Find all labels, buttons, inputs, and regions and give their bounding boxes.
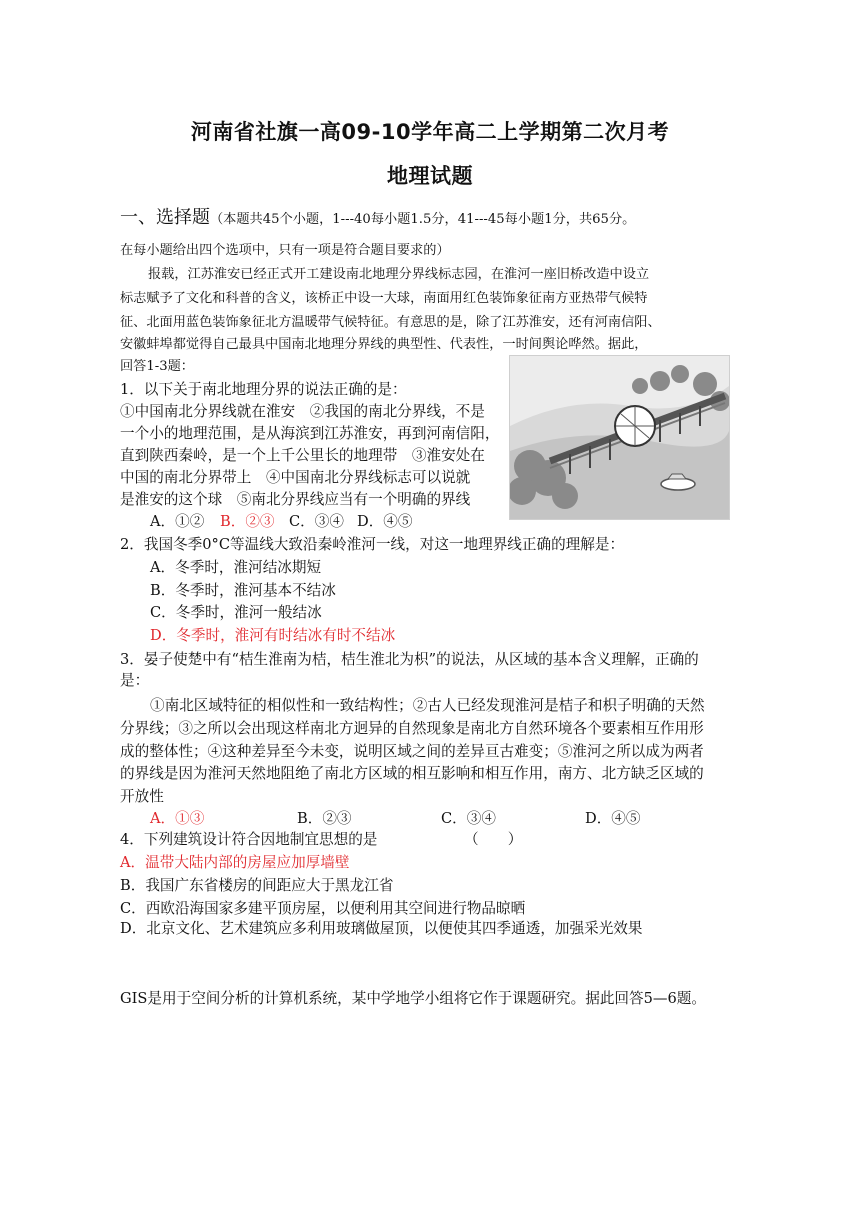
question-3-body: 成的整体性；④这种差异至今未变，说明区域之间的差异亘古难变；⑤淮河之所以成为两者 <box>120 743 704 760</box>
question-1-line: 直到陕西秦岭，是一个上千公里长的地理带 ③淮安处在 <box>120 447 485 464</box>
question-3-body: ①南北区域特征的相似性和一致结构性；②古人已经发现淮河是桔子和枳子明确的天然 <box>150 697 705 714</box>
section-note-2: 在每小题给出四个选项中，只有一项是符合题目要求的） <box>120 243 450 258</box>
q2-option-d-answer: D．冬季时，淮河有时结冰有时不结冰 <box>150 627 396 644</box>
section-heading-line <box>120 207 635 231</box>
question-1-line: 是淮安的这个球 ⑤南北分界线应当有一个明确的界线 <box>120 491 471 508</box>
question-1-line: ①中国南北分界线就在淮安 ②我国的南北分界线，不是 <box>120 403 485 420</box>
q3-option-d: D．④⑤ <box>585 810 641 827</box>
q1-option-b-answer: B．②③ <box>220 513 275 530</box>
gis-intro: GIS是用于空间分析的计算机系统，某中学地学小组将它作于课题研究。据此回答5—6题。 <box>120 990 706 1007</box>
q1-option-a: A．①② <box>150 513 205 530</box>
passage-line: 回答1-3题： <box>120 359 194 374</box>
question-4-stem: 4．下列建筑设计符合因地制宜思想的是 <box>120 831 378 848</box>
question-3-stem: 3．晏子使楚中有“桔生淮南为桔，桔生淮北为枳”的说法，从区域的基本含义理解，正确的 <box>120 651 699 668</box>
question-4-bracket: （ ） <box>464 831 523 848</box>
q2-option-b: B．冬季时，淮河基本不结冰 <box>150 582 336 599</box>
question-3-body: 的界线是因为淮河天然地阻绝了南北方区域的相互影响和相互作用，南方、北方缺乏区域的 <box>120 765 704 782</box>
section-heading: 一、选择题 <box>120 207 210 228</box>
q4-option-a-answer: A．温带大陆内部的房屋应加厚墙壁 <box>120 854 350 871</box>
q3-option-c: C．③④ <box>441 810 496 827</box>
question-3-body: 分界线；③之所以会出现这样南北方迥异的自然现象是南北方自然环境各个要素相互作用形 <box>120 720 704 737</box>
bridge-photo <box>509 355 730 520</box>
passage-line: 标志赋予了文化和科普的含义，该桥正中设一大球，南面用红色装饰象征南方亚热带气候特 <box>120 291 648 306</box>
q1-option-d: D．④⑤ <box>357 513 413 530</box>
exam-title: 河南省社旗一高09-10学年高二上学期第二次月考 <box>190 120 670 144</box>
question-2-stem: 2．我国冬季0°C等温线大致沿秦岭淮河一线，对这一地理界线正确的理解是： <box>120 536 625 553</box>
q2-option-c: C．冬季时，淮河一般结冰 <box>150 604 322 621</box>
passage-line: 安徽蚌埠都觉得自己最具中国南北地理分界线的典型性、代表性，一时间舆论哗然。据此， <box>120 337 648 352</box>
q1-option-c: C．③④ <box>289 513 344 530</box>
question-3-stem-cont: 是： <box>120 672 150 689</box>
question-1-line: 中国的南北分界带上 ④中国南北分界线标志可以说就 <box>120 469 471 486</box>
passage-line: 报载，江苏淮安已经正式开工建设南北地理分界线标志园，在淮河一座旧桥改造中设立 <box>148 267 650 282</box>
passage-line: 征、北面用蓝色装饰象征北方温暖带气候特征。有意思的是，除了江苏淮安，还有河南信阳、 <box>120 315 661 330</box>
question-1-line: 一个小的地理范围，是从海滨到江苏淮安，再到河南信阳， <box>120 425 500 442</box>
q4-option-b: B．我国广东省楼房的间距应大于黑龙江省 <box>120 877 394 894</box>
bridge-illustration <box>510 356 729 519</box>
section-note-1: （本题共45个小题，1---40每小题1.5分，41---45每小题1分，共65分。 <box>210 212 636 227</box>
question-1-stem: 1．以下关于南北地理分界的说法正确的是： <box>120 381 407 398</box>
exam-subtitle: 地理试题 <box>387 164 473 188</box>
q3-option-a-answer: A．①③ <box>150 810 205 827</box>
q4-option-c: C．西欧沿海国家多建平顶房屋，以便利用其空间进行物品晾晒 <box>120 900 526 917</box>
q4-option-d: D．北京文化、艺术建筑应多利用玻璃做屋顶，以便使其四季通透，加强采光效果 <box>120 920 643 937</box>
q3-option-b: B．②③ <box>297 810 352 827</box>
question-3-body: 开放性 <box>120 788 164 805</box>
q2-option-a: A．冬季时，淮河结冰期短 <box>150 559 322 576</box>
